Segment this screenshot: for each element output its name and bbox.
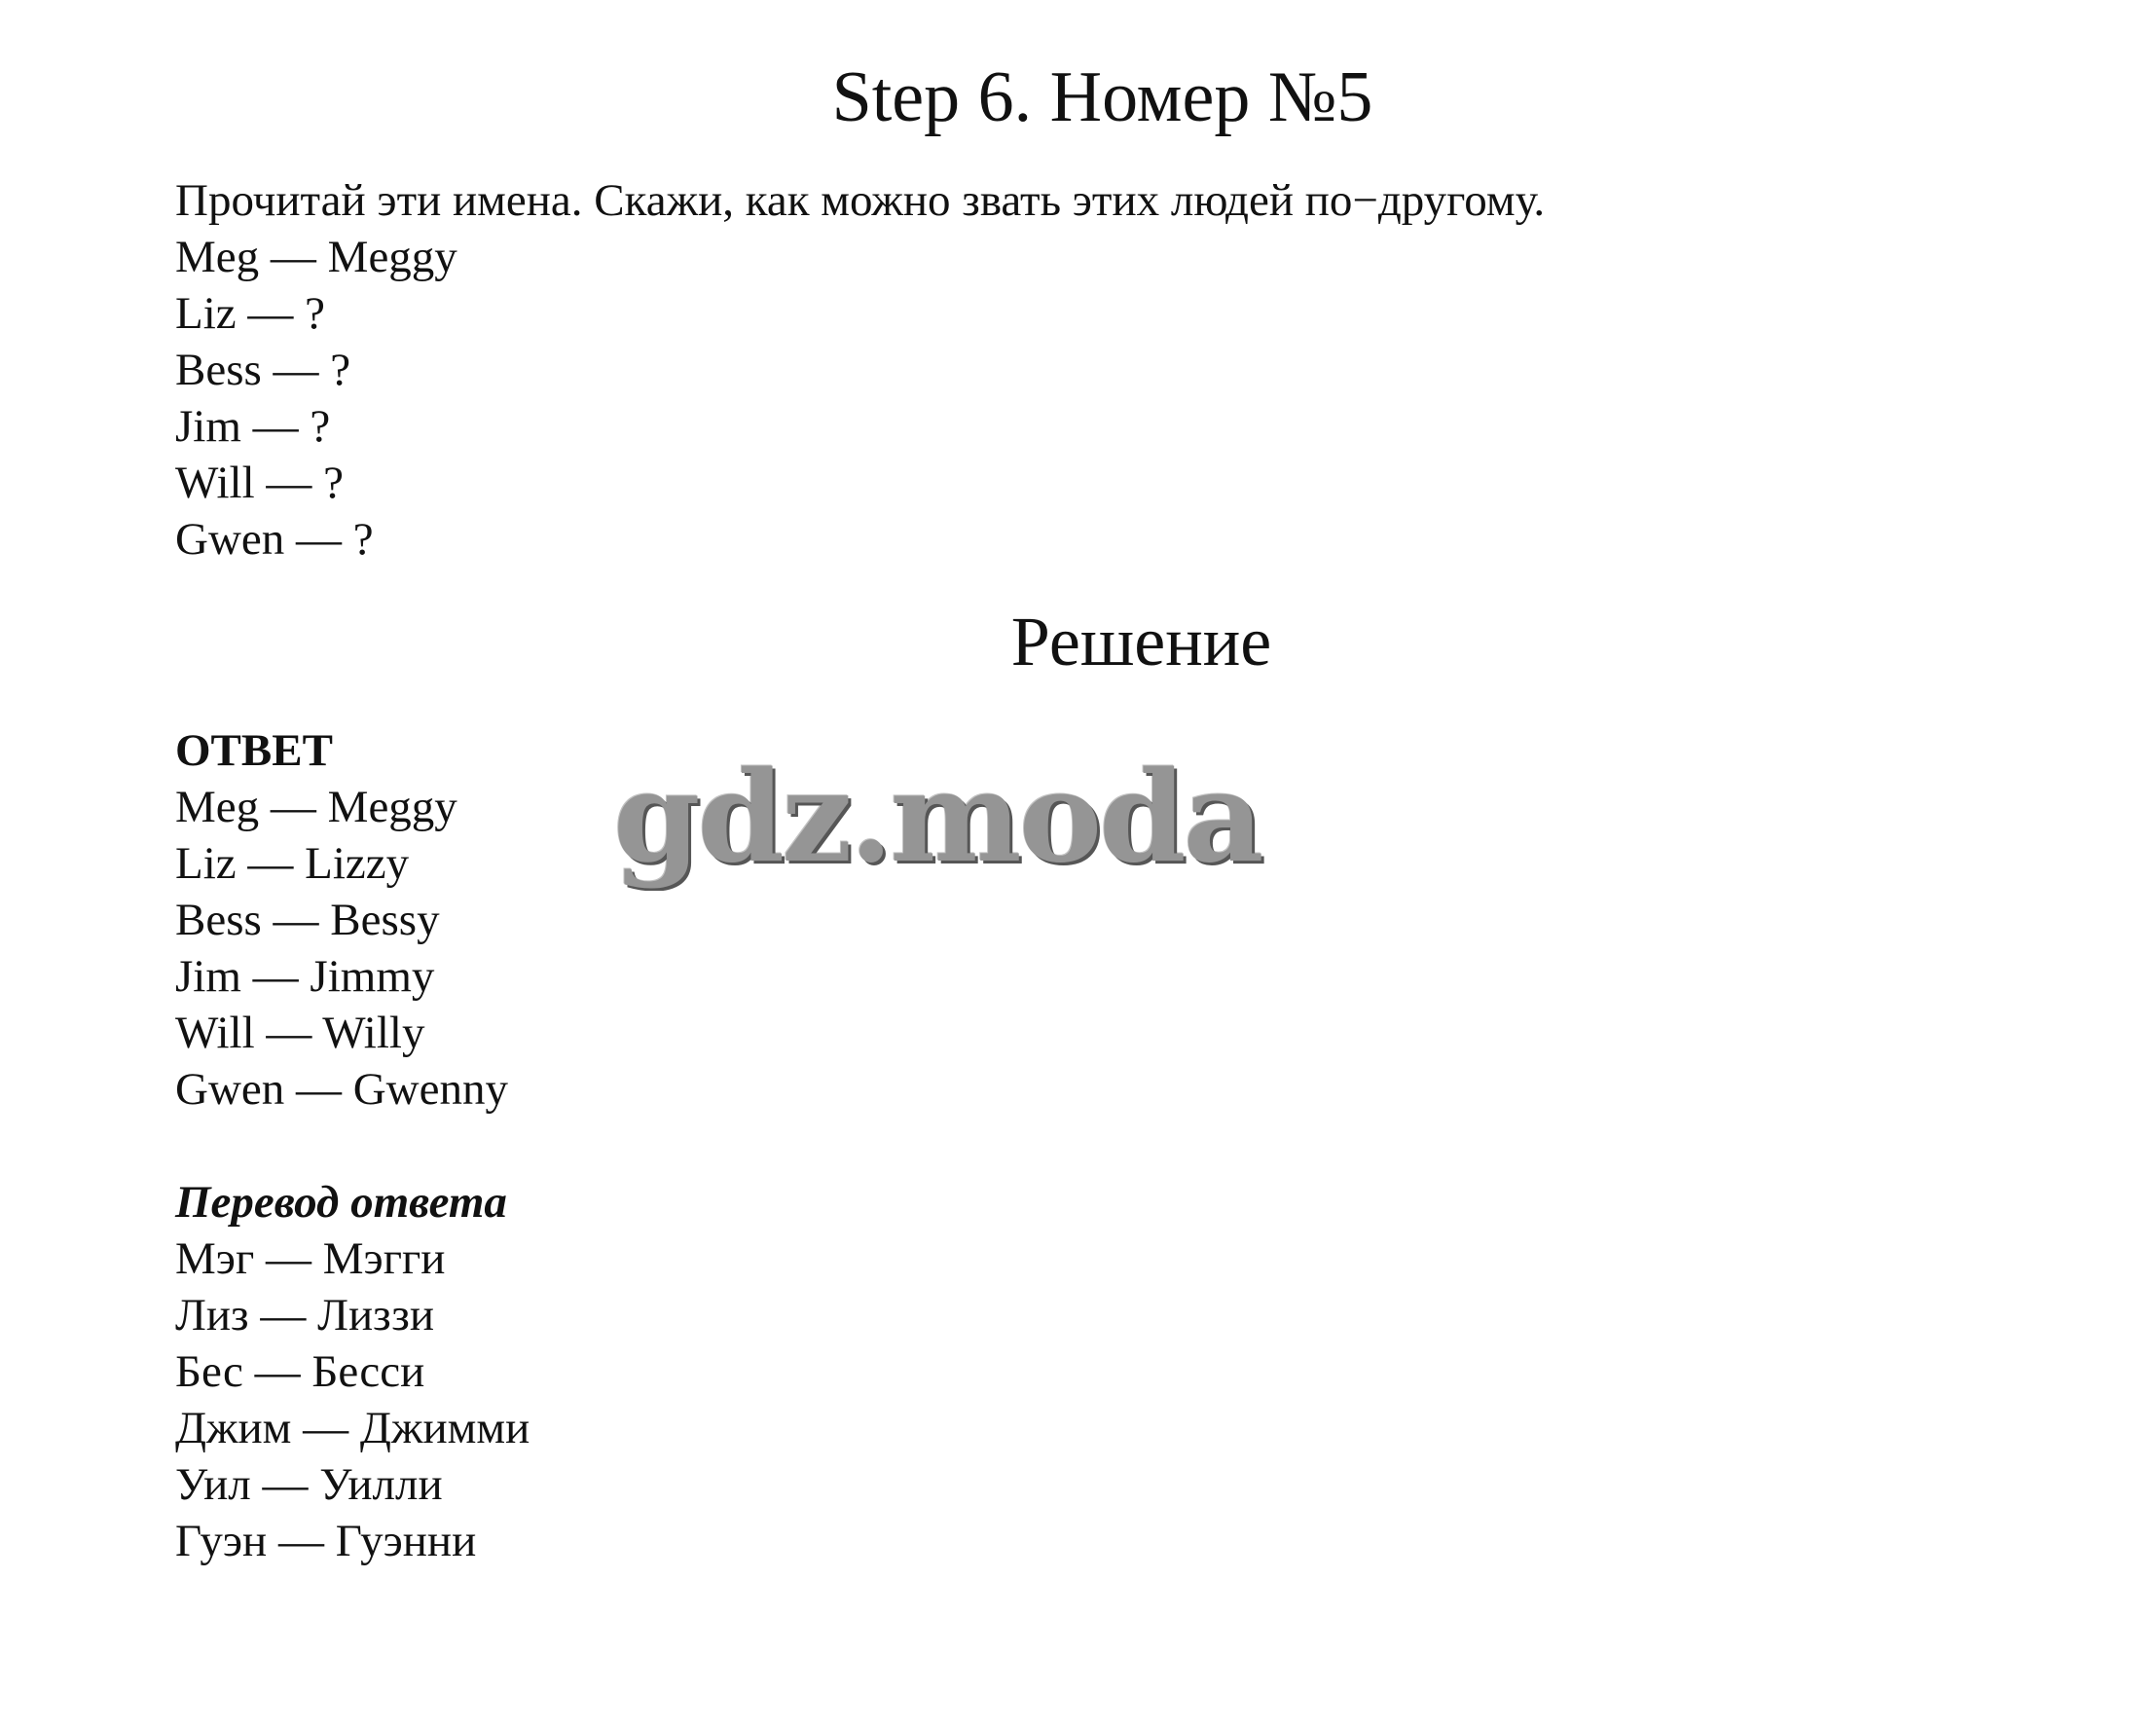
answer-line: Jim — Jimmy [175,951,435,1002]
answer-line: Gwen — Gwenny [175,1064,508,1115]
translation-line: Уил — Уилли [175,1459,443,1510]
translation-line: Бес — Бесси [175,1346,425,1397]
solution-heading: Решение [1010,603,1272,680]
answer-block [175,722,508,1118]
task-instruction: Прочитай эти имена. Скажи, как можно звать этих людей по−другому. [175,175,1546,226]
answer-line: Liz — Lizzy [175,838,410,889]
task-line: Bess — ? [175,345,351,395]
translation-block [175,1174,530,1569]
translation-line: Гуэн — Гуэнни [175,1516,477,1566]
task-line: Jim — ? [175,401,331,452]
translation-label: Перевод ответа [175,1177,507,1228]
task-line: Liz — ? [175,288,325,339]
task-block [175,172,1545,568]
translation-line: Мэг — Мэгги [175,1233,446,1284]
answer-line: Bess — Bessy [175,895,440,945]
answer-line: Will — Willy [175,1008,425,1058]
answer-line: Meg — Meggy [175,782,457,832]
translation-line: Лиз — Лиззи [175,1290,434,1340]
watermark-logo: gdz.moda [613,745,1261,891]
task-line: Gwen — ? [175,514,374,565]
task-line: Meg — Meggy [175,232,457,282]
page-title: Step 6. Номер №5 [831,57,1373,137]
translation-line: Джим — Джимми [175,1403,530,1453]
answer-label: ОТВЕТ [175,725,333,776]
task-line: Will — ? [175,458,345,508]
